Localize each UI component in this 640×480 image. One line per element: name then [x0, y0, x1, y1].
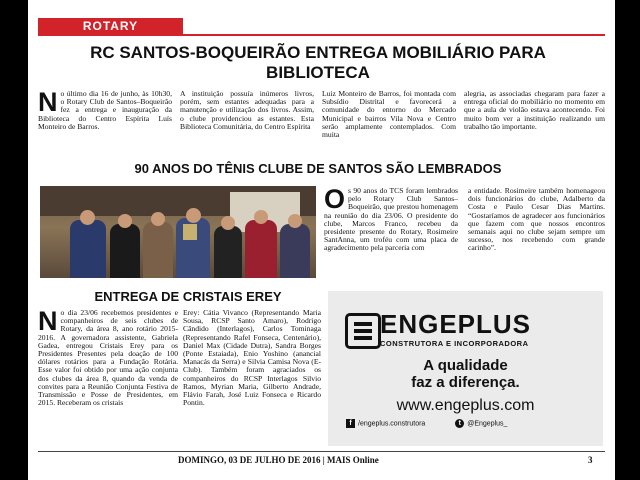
ad-subbrand: CONSTRUTORA E INCORPORADORA [380, 339, 529, 348]
tenis-dropcap: O [324, 184, 346, 214]
ad-brand-name: ENGEPLUS [380, 309, 532, 339]
tenis-column-1 [324, 184, 458, 253]
section-rule [38, 34, 605, 36]
trophy-icon [183, 224, 197, 240]
main-headline: RC SANTOS-BOQUEIRÃO ENTREGA MOBILIÁRIO PARA BIBLIOTECA [90, 43, 546, 82]
section-tag: ROTARY [38, 18, 183, 34]
erey-dropcap: N [38, 306, 58, 336]
ad-slogan-line-2: faz a diferença. [411, 374, 520, 391]
story1-dropcap: N [38, 87, 58, 117]
erey-col1-text: o dia 23/06 recebemos presidentes e companheiros de seis clubes de Rotary, da área 8, ano rotário 2015-2016. A governadora assistente, Gabriela Gadea, entregou Cristais Erey para os Presidentes Presentes pela doação de 100 dólares rotários para a Fundação Rotária. Esse valor foi obtido por uma ação conjunta dos clubes da área 8, quando da venda de convites para a Reunião Conjunta Festiva de Transmissão e Posse de Presidentes, em 2015. Receberam os cristais [38, 308, 178, 408]
story1-column-3: Luiz Monteiro de Barros, foi montada com Subsídio Distrital e favorecerá a comunidade do entorno do Mercado Municipal e bairros Vila Nova e Centro serão amplamente contemplados. Com muita [322, 89, 456, 140]
photo-person-head [186, 208, 201, 223]
photo-person-head [221, 216, 235, 230]
erey-column-2: Erey: Cátia Vivanco (Representando Maria Sousa, RCSP Santo Amaro), Rodrigo Cândido (Interlagos), Carlos Tominaga (Representando Rafel Fonseca, Centenário), Daniel Max (Cidade Dutra), Sandra Borges (Ponte Estaiada), Enio Yoshino (anancial Manacás da Serra) e Silvia Camisa Nova (E-Club). Também foram agraciados os companheiros do RCSP Interlagos Silvio Ramos, Myrian Maria, Gilberto Andrade, Flávio Farah, José Luiz Fonseca e Ricardo Pontin. [183, 308, 321, 408]
facebook-icon: f [346, 419, 355, 428]
photo-person [110, 224, 140, 278]
photo-person [245, 220, 277, 278]
photo-person [70, 220, 106, 278]
photo-person-head [288, 214, 302, 228]
photo-person-head [254, 210, 268, 224]
ad-slogan [328, 357, 603, 391]
erey-column-1 [38, 306, 178, 408]
ad-twitter-handle: @Engeplus_ [467, 420, 508, 428]
footer-rule [38, 451, 605, 452]
engeplus-advertisement [328, 291, 603, 446]
story1-col1-text: o último dia 16 de junho, às 10h30, o Rotary Club de Santos–Boqueirão fez a entrega e inauguração da Biblioteca do Centro Espírita Luís Monteiro de Barros. [38, 89, 172, 131]
photo-person [280, 224, 310, 278]
engeplus-logo-icon [345, 313, 381, 349]
photo-person-head [118, 214, 132, 228]
group-photo [40, 186, 316, 278]
tenis-column-2: a entidade. Rosimeire também homenageou dois funcionários do clube, Adalberto da Costa e Paulo Cesar Dias Martins. “Gostaríamos de agradecer aos funcionários que fazem com que nossos encontros semanais aqui no clube sejam sempre um sucesso, nos recebendo com grande carinho”. [468, 186, 605, 253]
ad-facebook-handle: /engeplus.construtora [358, 420, 426, 428]
photo-person-head [80, 210, 95, 225]
photo-person [214, 226, 242, 278]
erey-headline: ENTREGA DE CRISTAIS EREY [94, 289, 282, 304]
photo-person-head [151, 212, 165, 226]
tenis-headline: 90 ANOS DO TÊNIS CLUBE DE SANTOS SÃO LEMBRADOS [134, 161, 502, 176]
story1-column-4: alegria, as associadas chegaram para fazer a entrega oficial do mobiliário no momento em que a aula de violão estava acontecendo. Foi muito bom ver a instituição realizando um trabalho tão importante. [464, 89, 605, 131]
twitter-icon: t [455, 419, 464, 428]
story1-column-2: A instituição possuía inúmeros livros, porém, sem estantes adequadas para a manutenção e utilização dos livros. Assim, o clube providenciou as estantes. Esta Biblioteca Comunitária, do Centro Espírita [180, 89, 314, 131]
ad-slogan-line-1: A qualidade [423, 357, 508, 374]
ad-social-links [346, 419, 586, 428]
footer-dateline: DOMINGO, 03 DE JULHO DE 2016 | MAIS Online [178, 455, 379, 465]
newspaper-page [28, 0, 615, 480]
story1-column-1 [38, 87, 172, 131]
page-number: 3 [588, 455, 593, 465]
tenis-col1-text: s 90 anos do TCS foram lembrados pelo Rotary Club Santos–Boqueirão, que prestou homenagem na reunião do dia 23/06. O presidente do clube, Marcos Franco, recebeu da presidente presente do Rotary, Rosimeire SantAnna, um troféu com uma placa de agradecimento pela parceria com [324, 186, 458, 253]
ad-website-url: www.engeplus.com [396, 397, 535, 414]
photo-person [143, 222, 173, 278]
